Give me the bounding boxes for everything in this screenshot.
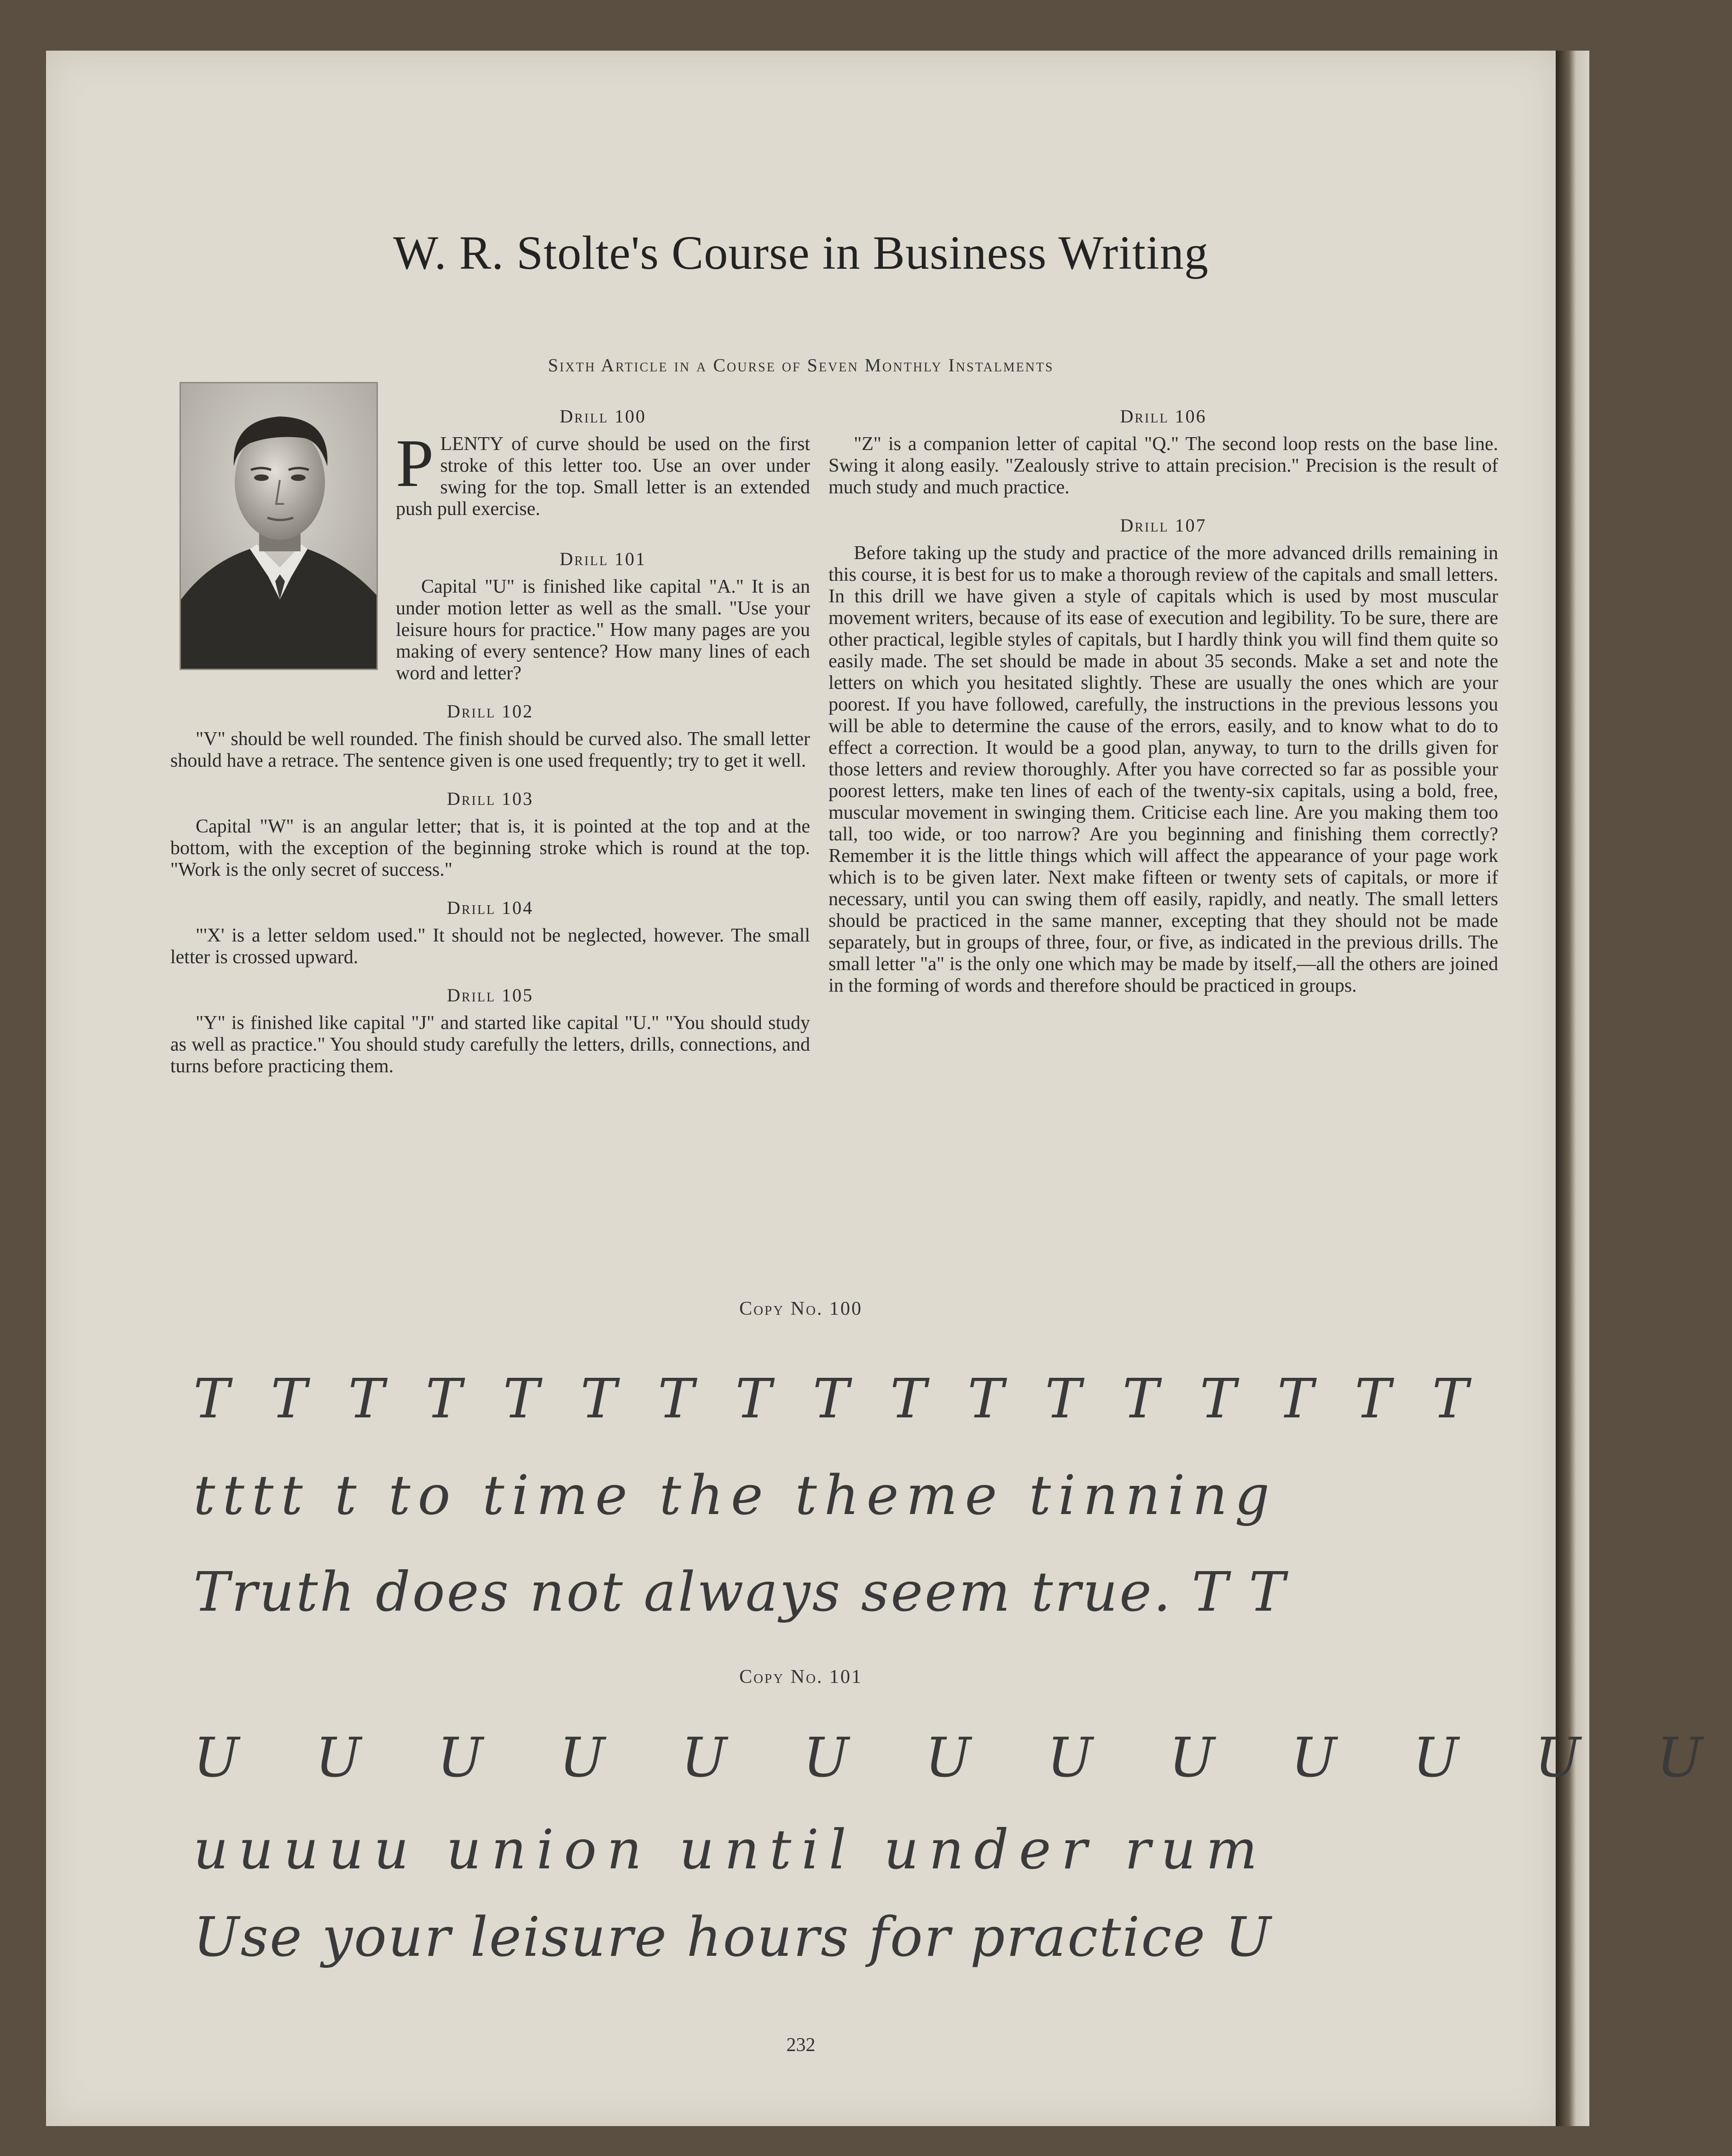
- script-text: uuuuu union until under rum: [193, 1818, 1268, 1881]
- right-column: [828, 405, 1498, 997]
- script-line: [193, 1367, 1481, 1431]
- drill-text: Capital "W" is an angular letter; that is, it is pointed at the top and at the bottom, with the exception of the beginning stroke which is round at the top. "Work is the only secret of success.": [170, 816, 810, 880]
- drill-heading: Drill 104: [446, 897, 534, 918]
- drill-text: Capital "U" is finished like capital "A." It is an under motion letter as well as the small. "Use your leisure hours for practice." How many pages are you making of every sentence? How many lines of each word and letter?: [396, 576, 810, 684]
- script-line: [193, 1463, 1408, 1528]
- drop-cap: P: [396, 426, 434, 501]
- drill-text: "Z" is a companion letter of capital "Q." The second loop rests on the base line. Swing it along easily. "Zealously strive to attain precision." Precision is the result of much study and much practice.: [828, 434, 1498, 498]
- drill-heading: Drill 106: [1120, 406, 1207, 427]
- script-text: T T T T T T T T T T T T T T T T T: [193, 1367, 1481, 1430]
- page-title: W. R. Stolte's Course in Business Writing: [393, 226, 1209, 279]
- drill-text: "Y" is finished like capital "J" and started like capital "U." "You should study as well as practice." You should study carefully the letters, drills, connections, and turns before practicing them.: [170, 1012, 810, 1077]
- script-text: Use your leisure hours for practice U: [193, 1905, 1273, 1969]
- script-line: [193, 1560, 1408, 1624]
- copy-label: Copy No. 101: [739, 1666, 863, 1688]
- page-subtitle: Sixth Article in a Course of Seven Monthly Instalments: [548, 355, 1054, 376]
- script-line: [193, 1905, 1408, 1970]
- drill-heading: Drill 107: [1120, 515, 1207, 536]
- script-text: Truth does not always seem true. T T: [193, 1560, 1287, 1624]
- script-text: tttt t to time the theme tinning: [193, 1463, 1277, 1527]
- script-line: [193, 1726, 1732, 1790]
- copy-label: Copy No. 100: [739, 1298, 863, 1319]
- left-column: [170, 405, 810, 1077]
- script-line: [193, 1818, 1408, 1882]
- drill-heading: Drill 102: [446, 701, 534, 722]
- script-text: U U U U U U U U U U U U U: [193, 1726, 1732, 1789]
- page-binding: [1556, 51, 1589, 2126]
- drill-heading: Drill 101: [559, 549, 647, 569]
- drill-text: LENTY of curve should be used on the first stroke of this letter too. Use an over under swing for the top. Small letter is an extended push pull exercise.: [396, 434, 810, 520]
- drill-text: "'X' is a letter seldom used." It should not be neglected, however. The small letter is crossed upward.: [170, 925, 810, 968]
- drill-heading: Drill 105: [446, 985, 534, 1006]
- drill-text: "V" should be well rounded. The finish should be curved also. The small letter should have a retrace. The sentence given is one used frequently; try to get it well.: [170, 728, 810, 771]
- drill-heading: Drill 100: [559, 406, 647, 427]
- drill-heading: Drill 103: [446, 788, 534, 809]
- drill-text: Before taking up the study and practice of the more advanced drills remaining in this course, it is best for us to make a thorough review of the capitals and small letters. In this drill we have given a style of capitals which is used by most muscular movement writers, because of its ease of execution and legibility. To be sure, there are other practical, legible styles of capitals, but I hardly think you will find them quite so easily made. The set should be made in about 35 seconds. Make a set and note the letters on which you hesitated slightly. These are usually the ones which are your poorest. If you have followed, carefully, the instructions in the previous lessons you will be able to determine the cause of the errors, easily, and to know what to do to effect a correction. It would be a good plan, anyway, to turn to the drills given for those letters and review thoroughly. After you have corrected so far as possible your poorest letters, make ten lines of each of the twenty-six capitals, using a bold, free, muscular movement in swinging them. Criticise each line. Are you making them too tall, too wide, or too narrow? Are you beginning and finishing them correctly? Remember it is the little things which will affect the appearance of your page work which is to be given later. Next make fifteen or twenty sets of capitals, or more if necessary, until you can swing them off easily, rapidly, and neatly. The small letters should be practiced in the same manner, excepting that they should not be made separately, but in groups of three, four, or five, as indicated in the previous drills. The small letter "a" is the only one which may be made by itself,—all the others are joined in the forming of words and therefore should be practiced in groups.: [828, 543, 1498, 996]
- page: [46, 51, 1732, 2126]
- page-number: 232: [786, 2035, 816, 2056]
